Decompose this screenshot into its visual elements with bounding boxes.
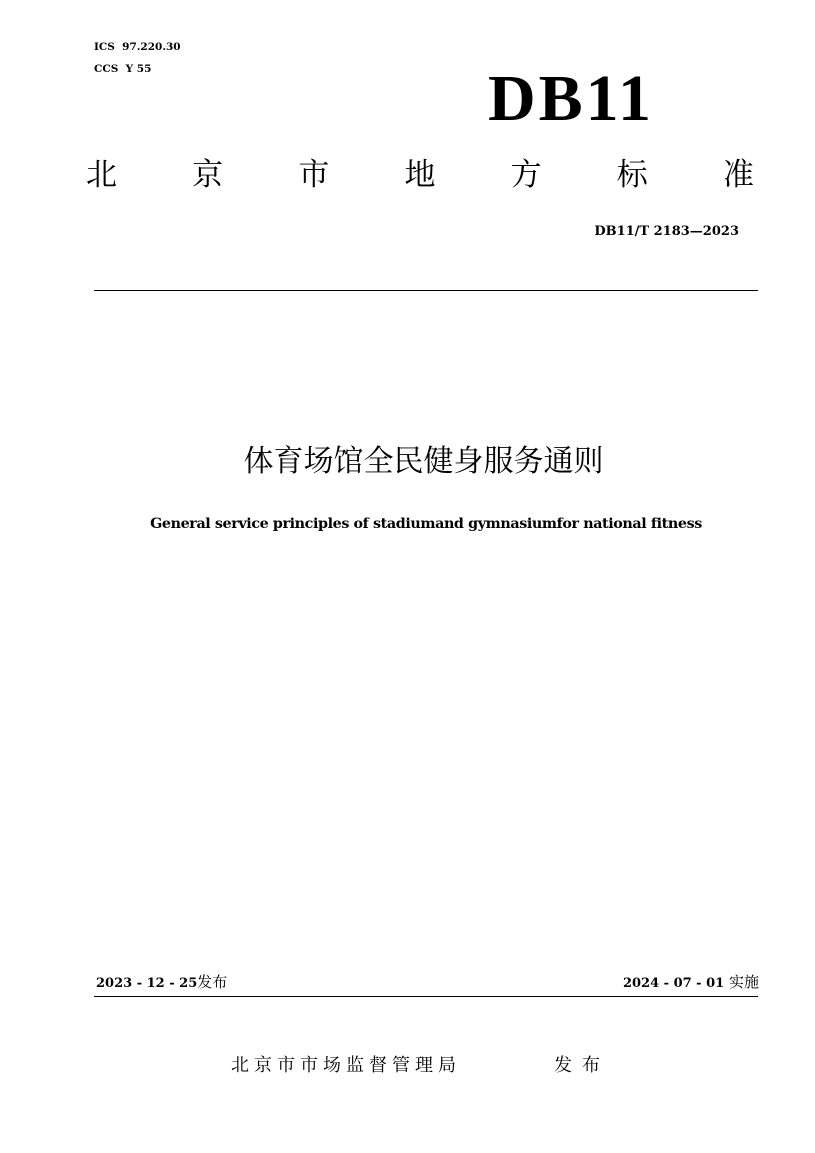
- standard-logo: DB11: [488, 62, 655, 135]
- implementation-date-label: 实施: [728, 973, 759, 991]
- standard-type-char: 市: [298, 157, 330, 193]
- issue-date: [96, 975, 227, 990]
- standard-type-char: 标: [616, 157, 648, 193]
- header-divider: [94, 290, 758, 291]
- standard-type-heading: [86, 157, 754, 193]
- issue-date-label: 发布: [197, 973, 228, 991]
- standard-type-char: 准: [722, 157, 754, 193]
- title-english: General service principles of stadiumand gymnasiumfor national fitness: [150, 516, 702, 532]
- standard-number: DB11/T 2183—2023: [594, 224, 739, 239]
- standard-type-char: 地: [404, 157, 436, 193]
- footer-divider: [94, 996, 758, 997]
- implementation-date: [623, 975, 759, 990]
- standard-type-char: 北: [86, 157, 117, 193]
- publisher-name: 北京市市场监督管理局: [231, 1055, 461, 1076]
- standard-type-char: 京: [192, 157, 224, 193]
- ccs-code: CCS Y 55: [94, 63, 152, 75]
- issue-date-value: 2023 - 12 - 25: [96, 976, 198, 991]
- ics-code: ICS 97.220.30: [94, 41, 181, 53]
- title-chinese: 体育场馆全民健身服务通则: [243, 444, 604, 479]
- publish-label: 发布: [554, 1055, 610, 1076]
- standard-type-char: 方: [510, 157, 542, 193]
- implementation-date-value: 2024 - 07 - 01: [622, 976, 725, 991]
